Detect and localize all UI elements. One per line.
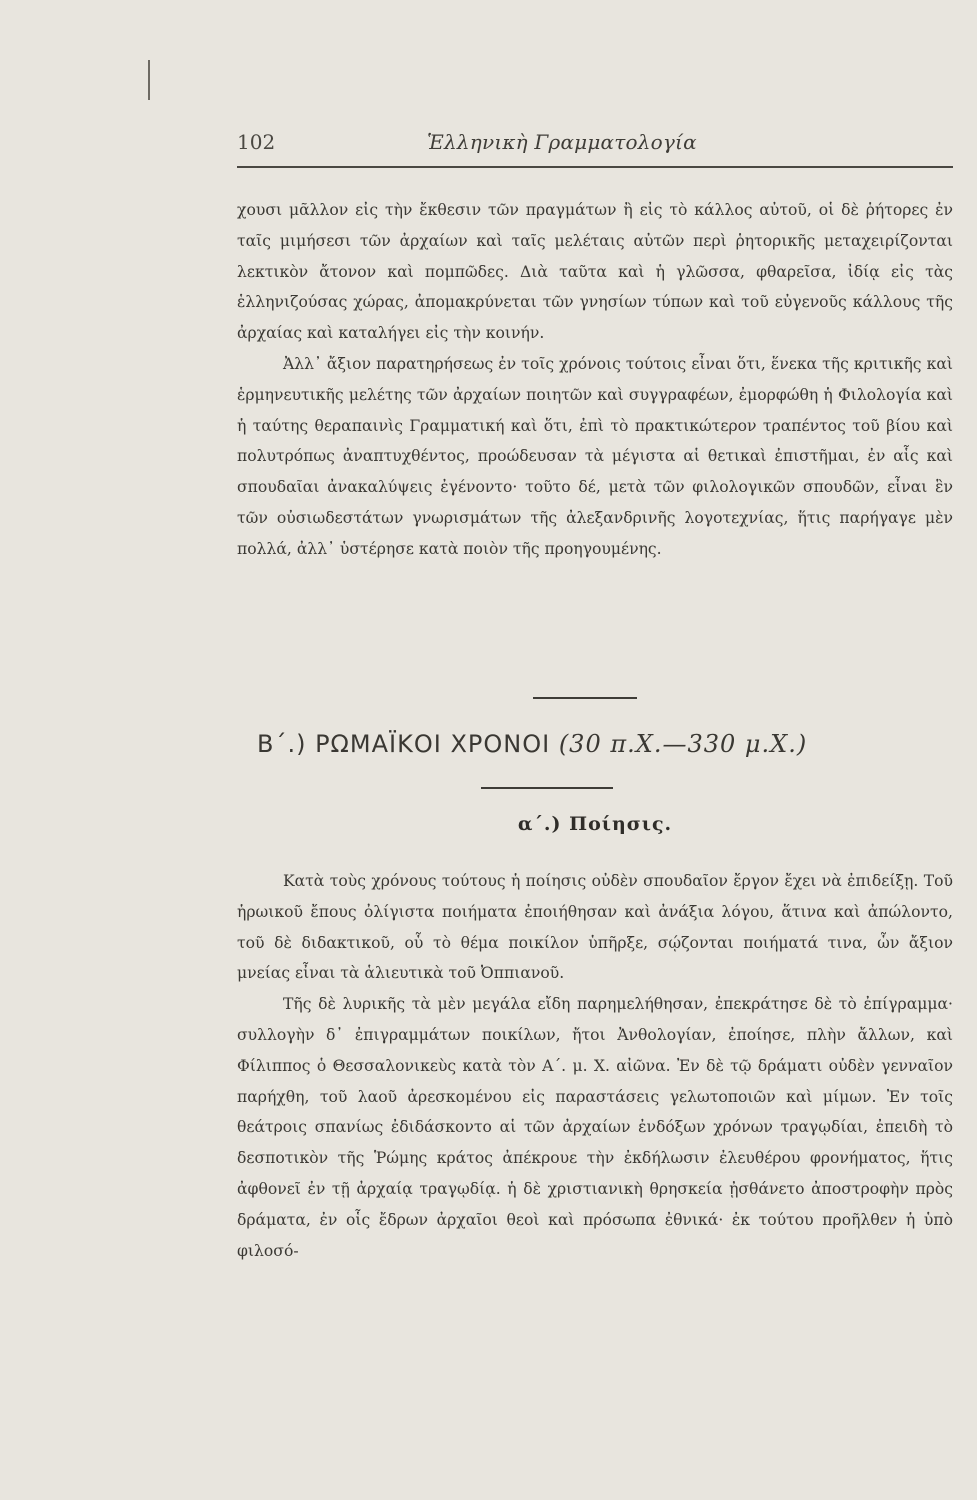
section-heading [237, 730, 973, 758]
running-title: Ἑλληνικὴ Γραμματολογία [427, 130, 697, 154]
poetry-paragraph-2: Τῆς δὲ λυρικῆς τὰ μὲν μεγάλα εἴδη παρημελήθησαν, ἐπεκράτησε δὲ τὸ ἐπίγραμμα· συλλογὴν δ᾽ ἐπιγραμμάτων ποικίλων, ἤτοι Ἀνθολογίαν, ἐποίησε, πλὴν ἄλλων, καὶ Φίλιππος ὁ Θεσσαλονικεὺς κατὰ τὸν Α΄. μ. Χ. αἰῶνα. Ἐν δὲ τῷ δράματι οὐδὲν γενναῖον παρήχθη, τοῦ λαοῦ ἀρεσκομένου εἰς παραστάσεις γελωτοποιῶν καὶ μίμων. Ἐν τοῖς θεάτροις σπανίως ἐδιδάσκοντο αἱ τῶν ἀρχαίων ἐνδόξων χρόνων τραγῳδίαι, ἐπειδὴ τὸ δεσποτικὸν τῆς Ῥώμης κράτος ἀπέκρουε τὴν ἐκδήλωσιν ἐλευθέρου φρονήματος, ἥτις ἀφθονεῖ ἐν τῇ ἀρχαίᾳ τραγῳδίᾳ. ἡ δὲ χριστιανικὴ θρησκεία ᾐσθάνετο ἀποστροφὴν πρὸς δράματα, ἐν οἷς ἔδρων ἀρχαῖοι θεοὶ καὶ πρόσωπα ἐθνικά· ἐκ τούτου προῆλθεν ἡ ὑπὸ φιλοσό- [237, 995, 953, 1260]
intro-text [237, 195, 953, 565]
page-number: 102 [237, 130, 276, 154]
header-rule [237, 166, 953, 168]
poetry-paragraph-1: Κατὰ τοὺς χρόνους τούτους ἡ ποίησις οὐδὲν σπουδαῖον ἔργον ἔχει νὰ ἐπιδείξῃ. Τοῦ ἡρωικοῦ ἔπους ὀλίγιστα ποιήματα ἐποιήθησαν καὶ ἀνάξια λόγου, ἅτινα καὶ ἀπώλοντο, τοῦ δὲ διδακτικοῦ, οὗ τὸ θέμα ποικίλον ὑπῆρξε, σῴζονται ποιήματά τινα, ὧν ἄξιον μνείας εἶναι τὰ ἁλιευτικὰ τοῦ Ὀππιανοῦ. [237, 872, 953, 983]
section-title: Β΄.) ΡΩΜΑΪΚΟΙ ΧΡΟΝΟΙ [257, 730, 551, 758]
section-divider-top [533, 697, 637, 699]
section-divider-bottom [481, 787, 613, 789]
page-edge-mark [148, 60, 150, 100]
page-header [237, 126, 953, 166]
intro-paragraph-1: χουσι μᾶλλον εἰς τὴν ἔκθεσιν τῶν πραγμάτων ἢ εἰς τὸ κάλλος αὐτοῦ, οἱ δὲ ῥήτορες ἐν ταῖς μιμήσεσι τῶν ἀρχαίων καὶ ταῖς μελέταις αὐτῶν περὶ ῥητορικῆς μεταχειρίζονται λεκτικὸν ἄτονον καὶ πομπῶδες. Διὰ ταῦτα καὶ ἡ γλῶσσα, φθαρεῖσα, ἰδίᾳ εἰς τὰς ἑλληνιζούσας χώρας, ἀπομακρύνεται τῶν γνησίων τύπων καὶ τοῦ εὐγενοῦς κάλλους τῆς ἀρχαίας καὶ καταλήγει εἰς τὴν κοινήν. [237, 201, 953, 343]
intro-paragraph-2: Ἀλλ᾽ ἄξιον παρατηρήσεως ἐν τοῖς χρόνοις τούτοις εἶναι ὅτι, ἕνεκα τῆς κριτικῆς καὶ ἑρμηνευτικῆς μελέτης τῶν ἀρχαίων ποιητῶν καὶ συγγραφέων, ἐμορφώθη ἡ Φιλολογία καὶ ἡ ταύτης θεραπαινὶς Γραμματική καὶ ὅτι, ἐπὶ τὸ πρακτικώτερον τραπέντος τοῦ βίου καὶ πολυτρόπως ἀναπτυχθέντος, προώδευσαν τὰ μέγιστα αἱ θετικαὶ ἐπιστῆμαι, ἐν αἷς καὶ σπουδαῖαι ἀνακαλύψεις ἐγένοντο· τοῦτο δέ, μετὰ τῶν φιλολογικῶν σπουδῶν, εἶναι ἓν τῶν οὐσιωδεστάτων γνωρισμάτων τῆς ἀλεξανδρινῆς λογοτεχνίας, ἥτις παρήγαγε μὲν πολλά, ἀλλ᾽ ὑστέρησε κατὰ ποιὸν τῆς προηγουμένης. [237, 354, 953, 558]
subsection-heading: α΄.) Ποίησις. [517, 813, 673, 835]
section-dates: (30 π.Χ.—330 μ.Χ.) [558, 730, 808, 758]
poetry-text [237, 866, 953, 1266]
